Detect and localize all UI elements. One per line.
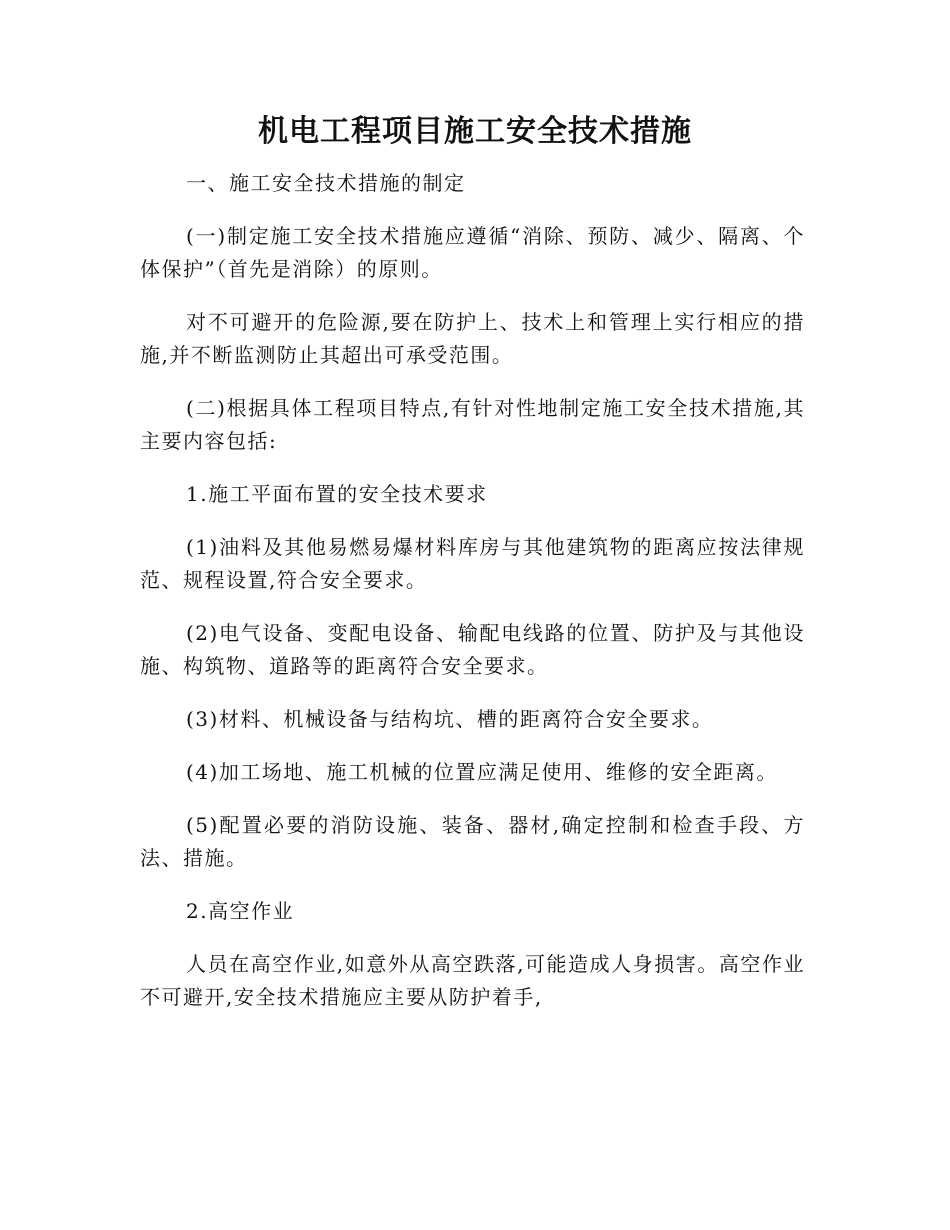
list-item-3: (3)材料、机械设备与结构坑、槽的距离符合安全要求。 — [186, 707, 714, 731]
section-heading-1: 一、施工安全技术措施的制定 — [186, 171, 466, 195]
paragraph-hazard-control: 对不可避开的危险源,要在防护上、技术上和管理上实行相应的措施,并不断监测防止其超出可承受范围。 — [140, 310, 805, 367]
list-item-2: (2)电气设备、变配电设备、输配电线路的位置、防护及与其他设施、构筑物、道路等的距离符合安全要求。 — [140, 621, 805, 678]
paragraph-measures-content: (二)根据具体工程项目特点,有针对性地制定施工安全技术措施,其主要内容包括: — [140, 396, 805, 453]
paragraph-principle: (一)制定施工安全技术措施应遵循“消除、预防、减少、隔离、个体保护”（首先是消除）的原则。 — [140, 224, 805, 281]
list-item-1: (1)油料及其他易燃易爆材料库房与其他建筑物的距离应按法律规范、规程设置,符合安全要求。 — [140, 535, 805, 592]
document-title: 机电工程项目施工安全技术措施 — [258, 114, 692, 149]
document-body — [140, 167, 805, 1034]
paragraph-high-altitude: 人员在高空作业,如意外从高空跌落,可能造成人身损害。高空作业不可避开,安全技术措施应主要从防护着手, — [140, 952, 805, 1009]
list-item-5: (5)配置必要的消防设施、装备、器材,确定控制和检查手段、方法、措施。 — [140, 813, 805, 870]
subheading-high-altitude-work: 2.高空作业 — [186, 899, 295, 923]
list-item-4: (4)加工场地、施工机械的位置应满足使用、维修的安全距离。 — [186, 760, 778, 784]
subheading-layout-requirements: 1.施工平面布置的安全技术要求 — [186, 482, 488, 506]
